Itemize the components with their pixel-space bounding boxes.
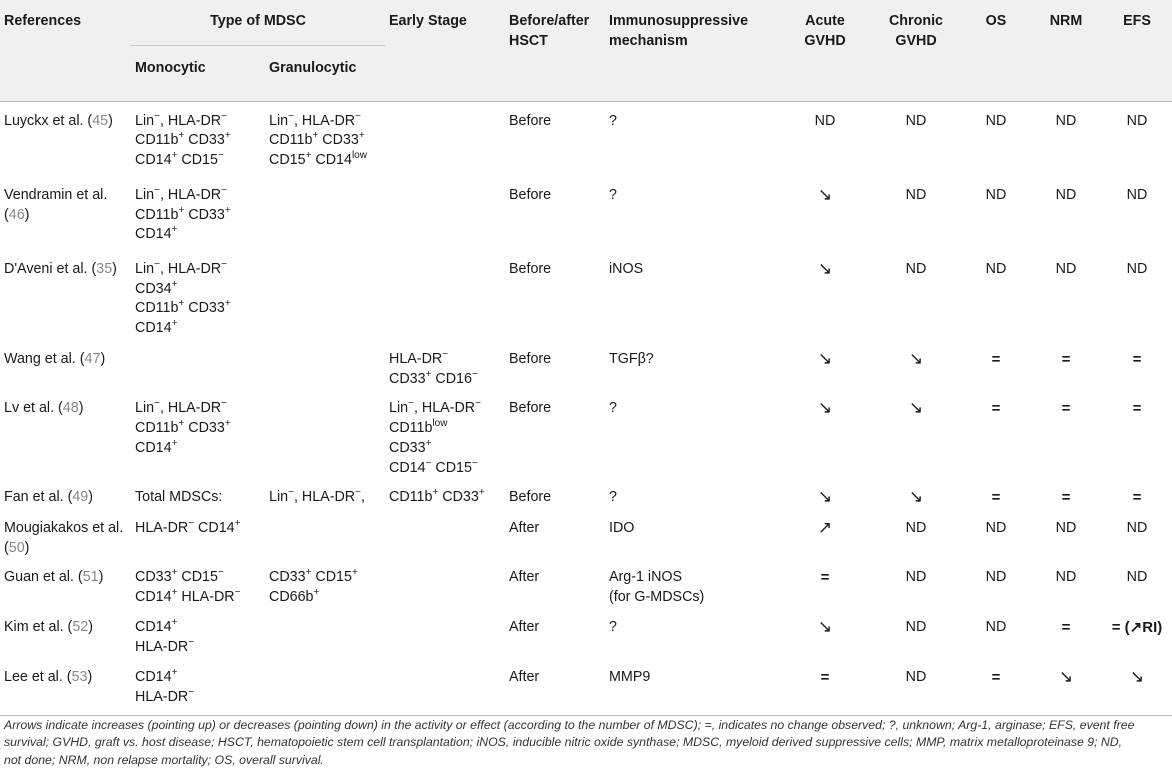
efs-cell: = bbox=[1132, 351, 1142, 368]
os-cell: ND bbox=[985, 112, 1007, 129]
os-cell: ND bbox=[985, 569, 1007, 586]
granulocytic-cell: Lin−, HLA-DR−, bbox=[269, 487, 365, 506]
mechanism-cell: iNOS bbox=[609, 261, 644, 277]
nrm-cell: = bbox=[1061, 400, 1071, 418]
monocytic-cell: Lin−, HLA-DR− CD11b+ CD33+ CD14+ CD15− bbox=[135, 110, 231, 168]
mechanism-cell: Arg-1 iNOS (for G-MDSCs) bbox=[609, 569, 705, 606]
granulocytic-cell bbox=[265, 340, 385, 389]
acute-gvhd-cell: ↘ bbox=[817, 259, 833, 278]
table-row bbox=[0, 509, 1172, 558]
os-cell: = bbox=[991, 489, 1001, 507]
reference-number: 48 bbox=[62, 400, 79, 417]
reference-number: 53 bbox=[71, 668, 88, 685]
reference-number: 52 bbox=[72, 619, 89, 636]
mechanism-cell: TGFβ? bbox=[609, 351, 654, 367]
early-stage-cell bbox=[385, 509, 505, 558]
monocytic-cell: Lin−, HLA-DR− CD11b+ CD33+ CD14+ bbox=[135, 398, 231, 456]
reference-number: 49 bbox=[72, 489, 89, 506]
efs-cell: ND bbox=[1126, 520, 1148, 536]
table-row bbox=[0, 478, 1172, 509]
chronic-gvhd-cell: ND bbox=[905, 187, 927, 203]
monocytic-cell bbox=[131, 340, 265, 389]
chronic-gvhd-cell: ND bbox=[905, 569, 927, 586]
chronic-gvhd-cell: ND bbox=[905, 261, 927, 277]
early-stage-cell bbox=[385, 176, 505, 250]
early-stage-cell: HLA-DR− CD33+ CD16− bbox=[389, 349, 478, 387]
author-name: Wang et al. ( bbox=[4, 351, 85, 367]
acute-gvhd-cell: ↘ bbox=[817, 617, 833, 637]
header-granulocytic: Granulocytic bbox=[265, 45, 385, 101]
reference-close: ) bbox=[100, 351, 106, 367]
early-stage-cell bbox=[385, 608, 505, 657]
reference-close: ) bbox=[112, 261, 117, 277]
early-stage-cell bbox=[385, 250, 505, 340]
efs-cell: ND bbox=[1126, 187, 1148, 203]
acute-gvhd-cell: ↗ bbox=[817, 518, 833, 537]
efs-cell: ↘ bbox=[1129, 666, 1145, 686]
granulocytic-cell bbox=[265, 608, 385, 657]
reference-close: ) bbox=[24, 539, 30, 556]
header-before-after: Before/after HSCT bbox=[505, 0, 605, 101]
early-stage-cell bbox=[385, 558, 505, 608]
granulocytic-cell bbox=[265, 509, 385, 558]
os-cell: ND bbox=[985, 261, 1007, 277]
author-name: Guan et al. ( bbox=[4, 569, 83, 586]
mechanism-cell: ? bbox=[609, 400, 617, 417]
granulocytic-cell: CD33+ CD15+ CD66b+ bbox=[269, 567, 358, 606]
timing-cell: After bbox=[509, 569, 540, 586]
chronic-gvhd-cell: ND bbox=[905, 668, 927, 685]
reference-close: ) bbox=[24, 206, 30, 223]
acute-gvhd-cell: ↘ bbox=[817, 185, 833, 204]
acute-gvhd-cell: = bbox=[820, 569, 830, 587]
timing-cell: Before bbox=[509, 489, 552, 506]
mechanism-cell: ? bbox=[609, 112, 617, 129]
nrm-cell: ND bbox=[1055, 569, 1077, 586]
table-row bbox=[0, 101, 1172, 176]
reference-close: ) bbox=[88, 489, 94, 506]
efs-cell: ND bbox=[1126, 112, 1148, 129]
header-nrm: NRM bbox=[1030, 0, 1102, 101]
header-os: OS bbox=[962, 0, 1030, 101]
granulocytic-cell: Lin−, HLA-DR− CD11b+ CD33+ CD15+ $CD14^{low}$ bbox=[269, 110, 367, 168]
chronic-gvhd-cell: ND bbox=[905, 619, 927, 636]
author-name: D'Aveni et al. ( bbox=[4, 261, 97, 277]
reference-number: 50 bbox=[8, 539, 25, 556]
efs-cell: = bbox=[1132, 489, 1142, 507]
granulocytic-cell bbox=[265, 658, 385, 716]
mechanism-cell: IDO bbox=[609, 520, 635, 536]
timing-cell: Before bbox=[509, 400, 552, 417]
reference-close: ) bbox=[78, 400, 84, 417]
nrm-cell: ND bbox=[1055, 261, 1077, 277]
reference-close: ) bbox=[98, 569, 104, 586]
header-chronic-gvhd: Chronic GVHD bbox=[870, 0, 962, 101]
reference-cell bbox=[0, 509, 131, 558]
timing-cell: Before bbox=[509, 351, 552, 367]
author-name: Lee et al. ( bbox=[4, 668, 72, 685]
author-name: Mougiakakos et al. ( bbox=[4, 520, 124, 556]
timing-cell: After bbox=[509, 520, 540, 536]
header-acute-gvhd: Acute GVHD bbox=[780, 0, 870, 101]
chronic-gvhd-cell: ND bbox=[905, 112, 927, 129]
table-row bbox=[0, 558, 1172, 608]
author-name: Lv et al. ( bbox=[4, 400, 63, 417]
early-stage-cell bbox=[385, 101, 505, 176]
reference-cell bbox=[0, 250, 131, 340]
timing-cell: Before bbox=[509, 112, 552, 129]
reference-cell bbox=[0, 558, 131, 608]
reference-number: 47 bbox=[84, 351, 101, 367]
nrm-cell: = bbox=[1061, 619, 1071, 637]
table-row bbox=[0, 389, 1172, 478]
nrm-cell: ND bbox=[1055, 520, 1077, 536]
monocytic-cell: Lin−, HLA-DR− CD34+ CD11b+ CD33+ CD14+ bbox=[135, 259, 231, 337]
header-mechanism: Immunosuppressive mechanism bbox=[605, 0, 780, 101]
author-name: Kim et al. ( bbox=[4, 619, 73, 636]
mechanism-cell: ? bbox=[609, 619, 617, 636]
monocytic-cell: Lin−, HLA-DR− CD11b+ CD33+ CD14+ bbox=[135, 185, 231, 243]
reference-close: ) bbox=[108, 112, 113, 129]
early-stage-cell bbox=[385, 658, 505, 716]
early-stage-cell: CD11b+ CD33+ bbox=[389, 487, 485, 506]
monocytic-cell: HLA-DR− CD14+ bbox=[135, 518, 241, 536]
reference-cell bbox=[0, 176, 131, 250]
granulocytic-cell bbox=[265, 250, 385, 340]
mechanism-cell: MMP9 bbox=[609, 668, 651, 685]
timing-cell: Before bbox=[509, 187, 552, 203]
efs-cell: ND bbox=[1126, 569, 1148, 586]
reference-close: ) bbox=[88, 619, 93, 636]
timing-cell: After bbox=[509, 619, 540, 636]
os-cell: ND bbox=[985, 619, 1007, 636]
reference-cell bbox=[0, 389, 131, 478]
granulocytic-cell bbox=[265, 176, 385, 250]
nrm-cell: = bbox=[1061, 351, 1071, 368]
timing-cell: Before bbox=[509, 261, 552, 277]
mechanism-cell: ? bbox=[609, 489, 617, 506]
chronic-gvhd-cell: ↘ bbox=[908, 487, 924, 507]
reference-cell bbox=[0, 658, 131, 716]
table-row bbox=[0, 176, 1172, 250]
os-cell: = bbox=[991, 351, 1001, 368]
chronic-gvhd-cell: ND bbox=[905, 520, 927, 536]
header-efs: EFS bbox=[1102, 0, 1172, 101]
nrm-cell: ↘ bbox=[1058, 666, 1074, 686]
acute-gvhd-cell: ↘ bbox=[817, 349, 833, 368]
granulocytic-cell bbox=[265, 389, 385, 478]
monocytic-cell: CD14+ HLA-DR− bbox=[135, 667, 195, 705]
early-stage-cell: Lin−, HLA-DR− $CD11b^{low}$ CD33+ CD14− CD15− bbox=[389, 398, 481, 476]
os-cell: ND bbox=[985, 520, 1007, 536]
nrm-cell: ND bbox=[1055, 187, 1077, 203]
os-cell: = bbox=[991, 400, 1001, 418]
header-early-stage: Early Stage bbox=[385, 0, 505, 101]
table-body bbox=[0, 101, 1172, 716]
os-cell: = bbox=[991, 668, 1001, 686]
reference-cell bbox=[0, 478, 131, 509]
acute-gvhd-cell: ND bbox=[814, 112, 836, 129]
efs-cell: = (↗RI) bbox=[1111, 619, 1163, 637]
header-references: References bbox=[0, 0, 131, 101]
acute-gvhd-cell: ↘ bbox=[817, 487, 833, 507]
reference-number: 45 bbox=[92, 112, 109, 129]
header-monocytic: Monocytic bbox=[131, 45, 265, 101]
reference-number: 46 bbox=[8, 206, 25, 223]
mechanism-cell: ? bbox=[609, 187, 617, 203]
reference-cell bbox=[0, 101, 131, 176]
reference-close: ) bbox=[87, 668, 93, 685]
efs-cell: ND bbox=[1126, 261, 1148, 277]
table-row bbox=[0, 658, 1172, 716]
nrm-cell: ND bbox=[1055, 112, 1077, 129]
author-name: Fan et al. ( bbox=[4, 489, 73, 506]
acute-gvhd-cell: ↘ bbox=[817, 398, 833, 418]
reference-cell bbox=[0, 608, 131, 657]
author-name: Luyckx et al. ( bbox=[4, 112, 93, 129]
author-name: Vendramin et al. ( bbox=[4, 187, 108, 223]
acute-gvhd-cell: = bbox=[820, 668, 830, 686]
table-row bbox=[0, 340, 1172, 389]
reference-number: 51 bbox=[82, 569, 99, 586]
header-type-of-mdsc: Type of MDSC bbox=[131, 0, 385, 45]
monocytic-cell: CD33+ CD15− CD14+ HLA-DR− bbox=[135, 567, 241, 606]
table-row bbox=[0, 608, 1172, 657]
chronic-gvhd-cell: ↘ bbox=[908, 398, 924, 418]
chronic-gvhd-cell: ↘ bbox=[908, 349, 924, 368]
efs-cell: = bbox=[1132, 400, 1142, 418]
table-row bbox=[0, 250, 1172, 340]
os-cell: ND bbox=[985, 187, 1007, 203]
reference-cell bbox=[0, 340, 131, 389]
timing-cell: After bbox=[509, 668, 540, 685]
reference-number: 35 bbox=[96, 261, 113, 277]
table-footnote: Arrows indicate increases (pointing up) or decreases (pointing down) in the activity or effect (according to the number of MDSC); =, indicates no change observed; ?, unknown; Arg-1, arginase; EFS, event free survival; GVHD, graft vs. host disease; HSCT, hematopoietic stem cell transplantation; iNOS, inducible nitric oxide synthase; MDSC, myeloid derived suppressive cells; MMP, matrix metalloproteinase 9; ND, not done; NRM, non relapse mortality; OS, overall survival. bbox=[4, 718, 1135, 767]
monocytic-cell: CD14+ HLA-DR− bbox=[135, 617, 195, 656]
nrm-cell: = bbox=[1061, 489, 1071, 507]
monocytic-cell: Total MDSCs: bbox=[135, 489, 223, 506]
